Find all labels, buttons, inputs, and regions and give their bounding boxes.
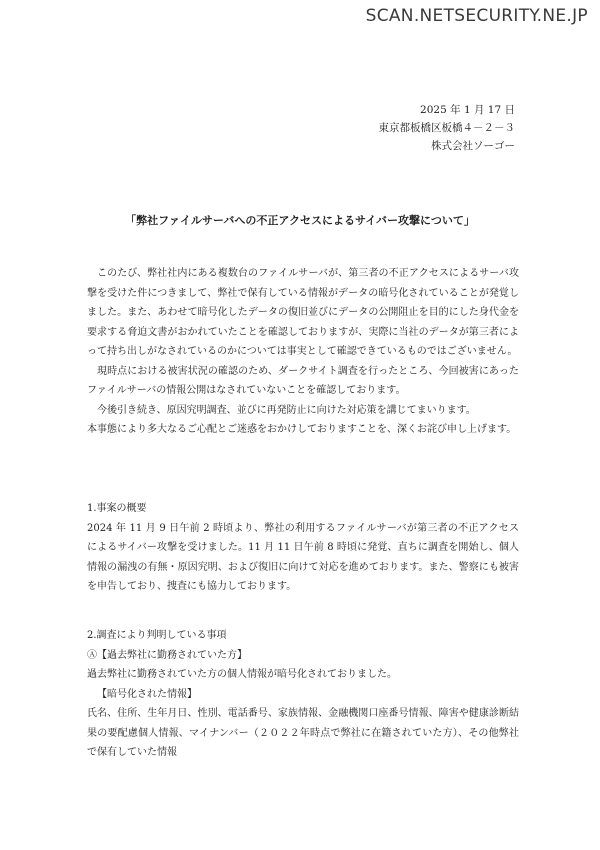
intro-paragraph-4: 本事態により多大なるご心配とご迷惑をおかけしておりますことを、深くお詫び申し上げます。: [87, 424, 517, 435]
company-name: 株式会社ソーゴー: [431, 140, 515, 152]
intro-paragraph-2: 現時点における被害状況の確認のため、ダークサイト調査を行ったところ、今回被害にあったファイルサーバの情報公開はなされていないことを確認しております。: [87, 365, 519, 396]
section-1: [87, 499, 519, 597]
letter-header: [379, 101, 516, 155]
intro-section: [87, 264, 519, 440]
encrypted-info-heading: 【暗号化された情報】: [97, 688, 197, 700]
section-1-body: 2024 年 11 月 9 日午前 2 時頃より、弊社の利用するファイルサーバが第三者の不正アクセスによるサイバー攻撃を受けました。11 月 11 日午前 8 時頃に発覚、直ちに調査を開始し、個人情報の漏洩の有無・原因究明、および復旧に向けて対応を進めております。また、警察にも被害を申告しており、捜査にも協力しております。: [87, 522, 519, 592]
document-title: 「弊社ファイルサーバへの不正アクセスによるサイバー攻撃について」: [125, 214, 475, 227]
intro-paragraph-1: このたび、弊社社内にある複数台のファイルサーバが、第三者の不正アクセスによるサーバ攻撃を受けた件につきまして、弊社で保有している情報がデータの暗号化されていることが発覚しました。また、あわせて暗号化したデータの復旧並びにデータの公開阻止を目的にした身代金を要求する脅迫文書がおかれていたことを確認しておりますが、実際に当社のデータが第三者によって持ち出しがなされているのかについては事実として確認できているものではございません。: [87, 268, 519, 357]
item-a-body: 過去弊社に勤務されていた方の個人情報が暗号化されておりました。: [87, 669, 397, 680]
item-a-title: Ⓐ【過去弊社に勤務されていた方】: [87, 649, 247, 661]
company-address: 東京都板橋区板橋４－２－３: [378, 122, 515, 134]
watermark: SCAN.NETSECURITY.NE.JP: [365, 6, 588, 26]
section-1-heading: 1.事案の概要: [87, 503, 147, 514]
date: 2025 年 1 月 17 日: [420, 104, 515, 116]
intro-paragraph-3: 今後引き続き、原因究明調査、並びに再発防止に向けた対応策を講じてまいります。: [97, 404, 476, 416]
section-2-heading: 2.調査により判明している事項: [87, 630, 227, 641]
section-2: [87, 626, 519, 763]
encrypted-info-body: 氏名、住所、生年月日、性別、電話番号、家族情報、金融機関口座番号情報、障害や健康診断結果の要配慮個人情報、マイナンバー（２０２２年時点で弊社に在籍されていた方）、その他弊社で保有していた情報: [87, 708, 519, 758]
